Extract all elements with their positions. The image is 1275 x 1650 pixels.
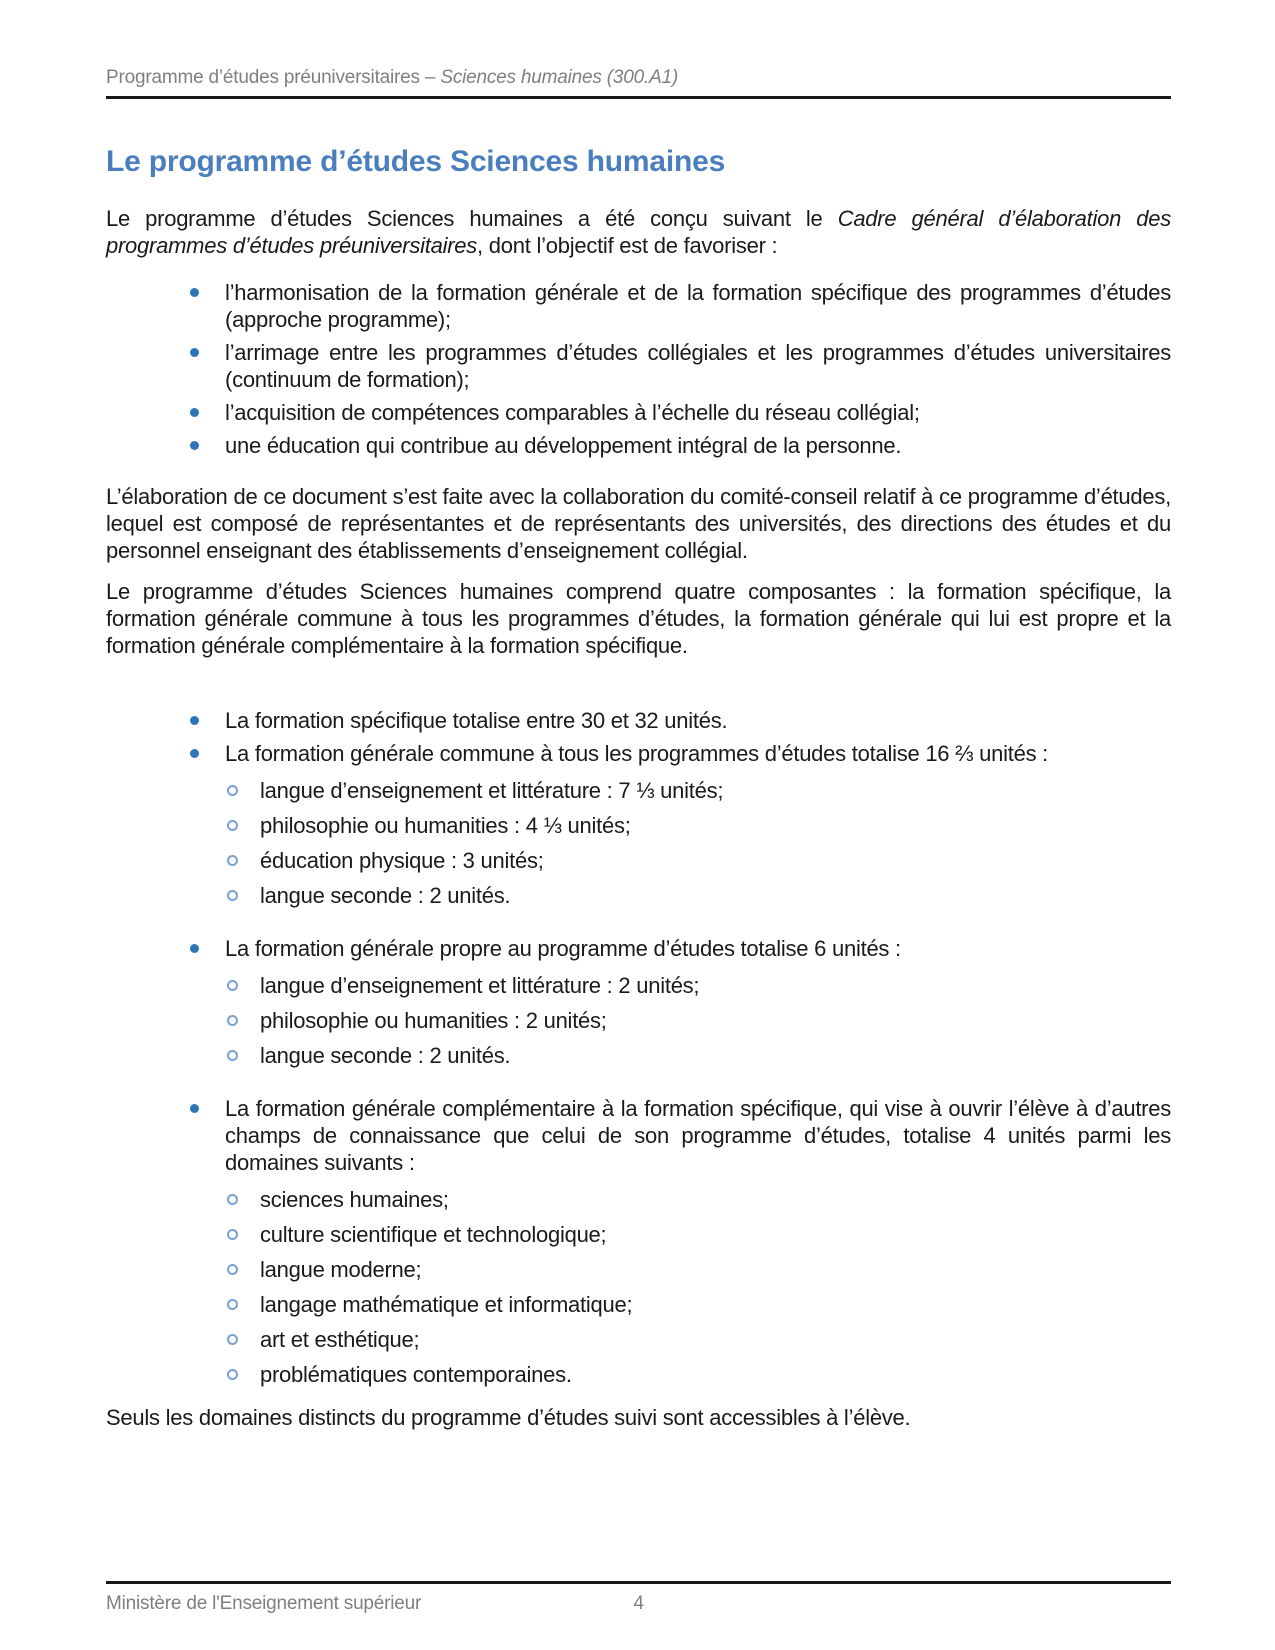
bullet-column bbox=[106, 707, 225, 734]
list-item-text: une éducation qui contribue au développement intégral de la personne. bbox=[225, 433, 902, 458]
bullet-dot-icon bbox=[190, 716, 199, 725]
intro-paragraph bbox=[106, 205, 1171, 259]
list-item bbox=[106, 935, 1171, 962]
circle-bullet-icon bbox=[227, 890, 238, 901]
circle-bullet-icon bbox=[227, 1369, 238, 1380]
intro-text-before: Le programme d’études Sciences humaines a été conçu suivant le bbox=[106, 206, 838, 231]
sub-list-item bbox=[106, 1326, 1171, 1353]
list-item-text: l’arrimage entre les programmes d’études collégiales et les programmes d’études universitaires (continuum de formation); bbox=[225, 340, 1171, 392]
page-title: Le programme d’études Sciences humaines bbox=[106, 145, 726, 178]
sub-list-item-text: langue moderne; bbox=[260, 1257, 422, 1282]
circle-bullet-icon bbox=[227, 1194, 238, 1205]
sub-list-item bbox=[106, 882, 1171, 909]
page-footer bbox=[106, 1592, 1171, 1615]
list-item bbox=[106, 399, 1171, 426]
list-item-text: La formation générale complémentaire à la formation spécifique, qui vise à ouvrir l’élève à d’autres champs de connaissance que celui de son programme d’études, totalise 4 unités parmi les domaines suivants : bbox=[225, 1096, 1171, 1175]
sub-list-item bbox=[106, 1186, 1171, 1213]
sub-list-item-text: problématiques contemporaines. bbox=[260, 1362, 572, 1387]
sub-list-item-text: langue d’enseignement et littérature : 2 unités; bbox=[260, 973, 700, 998]
bullet-dot-icon bbox=[190, 288, 199, 297]
list-item-text: La formation générale commune à tous les programmes d’études totalise 16 ⅔ unités : bbox=[225, 741, 1049, 766]
sub-list-item-text: langage mathématique et informatique; bbox=[260, 1292, 633, 1317]
circle-bullet-icon bbox=[227, 785, 238, 796]
circle-bullet-icon bbox=[227, 1229, 238, 1240]
bullet-dot-icon bbox=[190, 441, 199, 450]
list-item-text: l’acquisition de compétences comparables à l’échelle du réseau collégial; bbox=[225, 400, 920, 425]
circle-bullet-icon bbox=[227, 855, 238, 866]
bullet-column bbox=[106, 432, 225, 459]
list-item-text: l’harmonisation de la formation générale et de la formation spécifique des programmes d’études (approche programme); bbox=[225, 280, 1171, 332]
bullet-dot-icon bbox=[190, 944, 199, 953]
sub-list-item-text: langue seconde : 2 unités. bbox=[260, 883, 511, 908]
circle-bullet-column bbox=[106, 1042, 260, 1069]
circle-bullet-icon bbox=[227, 1015, 238, 1026]
circle-bullet-icon bbox=[227, 980, 238, 991]
circle-bullet-icon bbox=[227, 1299, 238, 1310]
sub-list-item bbox=[106, 1042, 1171, 1069]
circle-bullet-icon bbox=[227, 1334, 238, 1345]
circle-bullet-column bbox=[106, 847, 260, 874]
sub-list-item bbox=[106, 1256, 1171, 1283]
circle-bullet-column bbox=[106, 1186, 260, 1213]
circle-bullet-icon bbox=[227, 1264, 238, 1275]
bullet-dot-icon bbox=[190, 1104, 199, 1113]
circle-bullet-column bbox=[106, 1291, 260, 1318]
bullet-column bbox=[106, 740, 225, 767]
list-item bbox=[106, 707, 1171, 734]
sub-list-item-text: culture scientifique et technologique; bbox=[260, 1222, 607, 1247]
bullet-column bbox=[106, 339, 225, 393]
bullet-dot-icon bbox=[190, 408, 199, 417]
closing-paragraph: Seuls les domaines distincts du programme d’études suivi sont accessibles à l’élève. bbox=[106, 1405, 911, 1430]
intro-text-italic: Cadre général d’élaboration des programmes d’études préuniversitaires bbox=[106, 206, 1171, 258]
header-text-regular: Programme d’études préuniversitaires – bbox=[106, 67, 441, 88]
header-text-italic: Sciences humaines (300.A1) bbox=[440, 67, 679, 88]
sub-list-item-text: sciences humaines; bbox=[260, 1187, 449, 1212]
paragraph-composantes: Le programme d’études Sciences humaines comprend quatre composantes : la formation spécifique, la formation générale commune à tous les programmes d’études, la formation générale qui lui est propre et la formation générale complémentaire à la formation spécifique. bbox=[106, 579, 1171, 658]
components-list bbox=[106, 707, 1171, 1388]
circle-bullet-column bbox=[106, 1256, 260, 1283]
bullet-column bbox=[106, 399, 225, 426]
list-item bbox=[106, 432, 1171, 459]
intro-text-after: , dont l’objectif est de favoriser : bbox=[477, 233, 778, 258]
circle-bullet-icon bbox=[227, 820, 238, 831]
sub-list-item bbox=[106, 847, 1171, 874]
circle-bullet-column bbox=[106, 1326, 260, 1353]
sub-list-item bbox=[106, 972, 1171, 999]
circle-bullet-column bbox=[106, 882, 260, 909]
circle-bullet-column bbox=[106, 812, 260, 839]
paragraph-elaboration: L’élaboration de ce document s’est faite avec la collaboration du comité-conseil relatif à ce programme d’études, lequel est composé de représentantes et de représentants des universités, des directions des études et du personnel enseignant des établissements d’enseignement collégial. bbox=[106, 484, 1171, 563]
circle-bullet-column bbox=[106, 1361, 260, 1388]
sub-list-item-text: langue seconde : 2 unités. bbox=[260, 1043, 511, 1068]
sub-list-item bbox=[106, 1007, 1171, 1034]
sub-list-item bbox=[106, 1361, 1171, 1388]
list-item bbox=[106, 339, 1171, 393]
page-number: 4 bbox=[633, 1593, 644, 1614]
bullet-dot-icon bbox=[190, 348, 199, 357]
list-item-text: La formation générale propre au programme d’études totalise 6 unités : bbox=[225, 936, 901, 961]
circle-bullet-column bbox=[106, 777, 260, 804]
circle-bullet-column bbox=[106, 972, 260, 999]
bullet-dot-icon bbox=[190, 749, 199, 758]
page-header bbox=[106, 66, 1171, 89]
sub-list-item-text: philosophie ou humanities : 4 ⅓ unités; bbox=[260, 813, 631, 838]
sub-list-item-text: art et esthétique; bbox=[260, 1327, 420, 1352]
sub-list-item-text: philosophie ou humanities : 2 unités; bbox=[260, 1008, 607, 1033]
sub-list-item bbox=[106, 812, 1171, 839]
bullet-column bbox=[106, 1095, 225, 1176]
circle-bullet-column bbox=[106, 1007, 260, 1034]
objectives-list bbox=[106, 279, 1171, 459]
header-rule bbox=[106, 96, 1171, 99]
sub-list-item bbox=[106, 1221, 1171, 1248]
footer-ministry-text: Ministère de l'Enseignement supérieur bbox=[106, 1593, 422, 1614]
list-item bbox=[106, 1095, 1171, 1176]
sub-list-item-text: éducation physique : 3 unités; bbox=[260, 848, 544, 873]
sub-list-item-text: langue d’enseignement et littérature : 7 ⅓ unités; bbox=[260, 778, 724, 803]
circle-bullet-icon bbox=[227, 1050, 238, 1061]
list-item bbox=[106, 279, 1171, 333]
circle-bullet-column bbox=[106, 1221, 260, 1248]
bullet-column bbox=[106, 935, 225, 962]
list-item-text: La formation spécifique totalise entre 30 et 32 unités. bbox=[225, 708, 728, 733]
sub-list-item bbox=[106, 777, 1171, 804]
footer-rule bbox=[106, 1581, 1171, 1584]
bullet-column bbox=[106, 279, 225, 333]
sub-list-item bbox=[106, 1291, 1171, 1318]
list-item bbox=[106, 740, 1171, 767]
